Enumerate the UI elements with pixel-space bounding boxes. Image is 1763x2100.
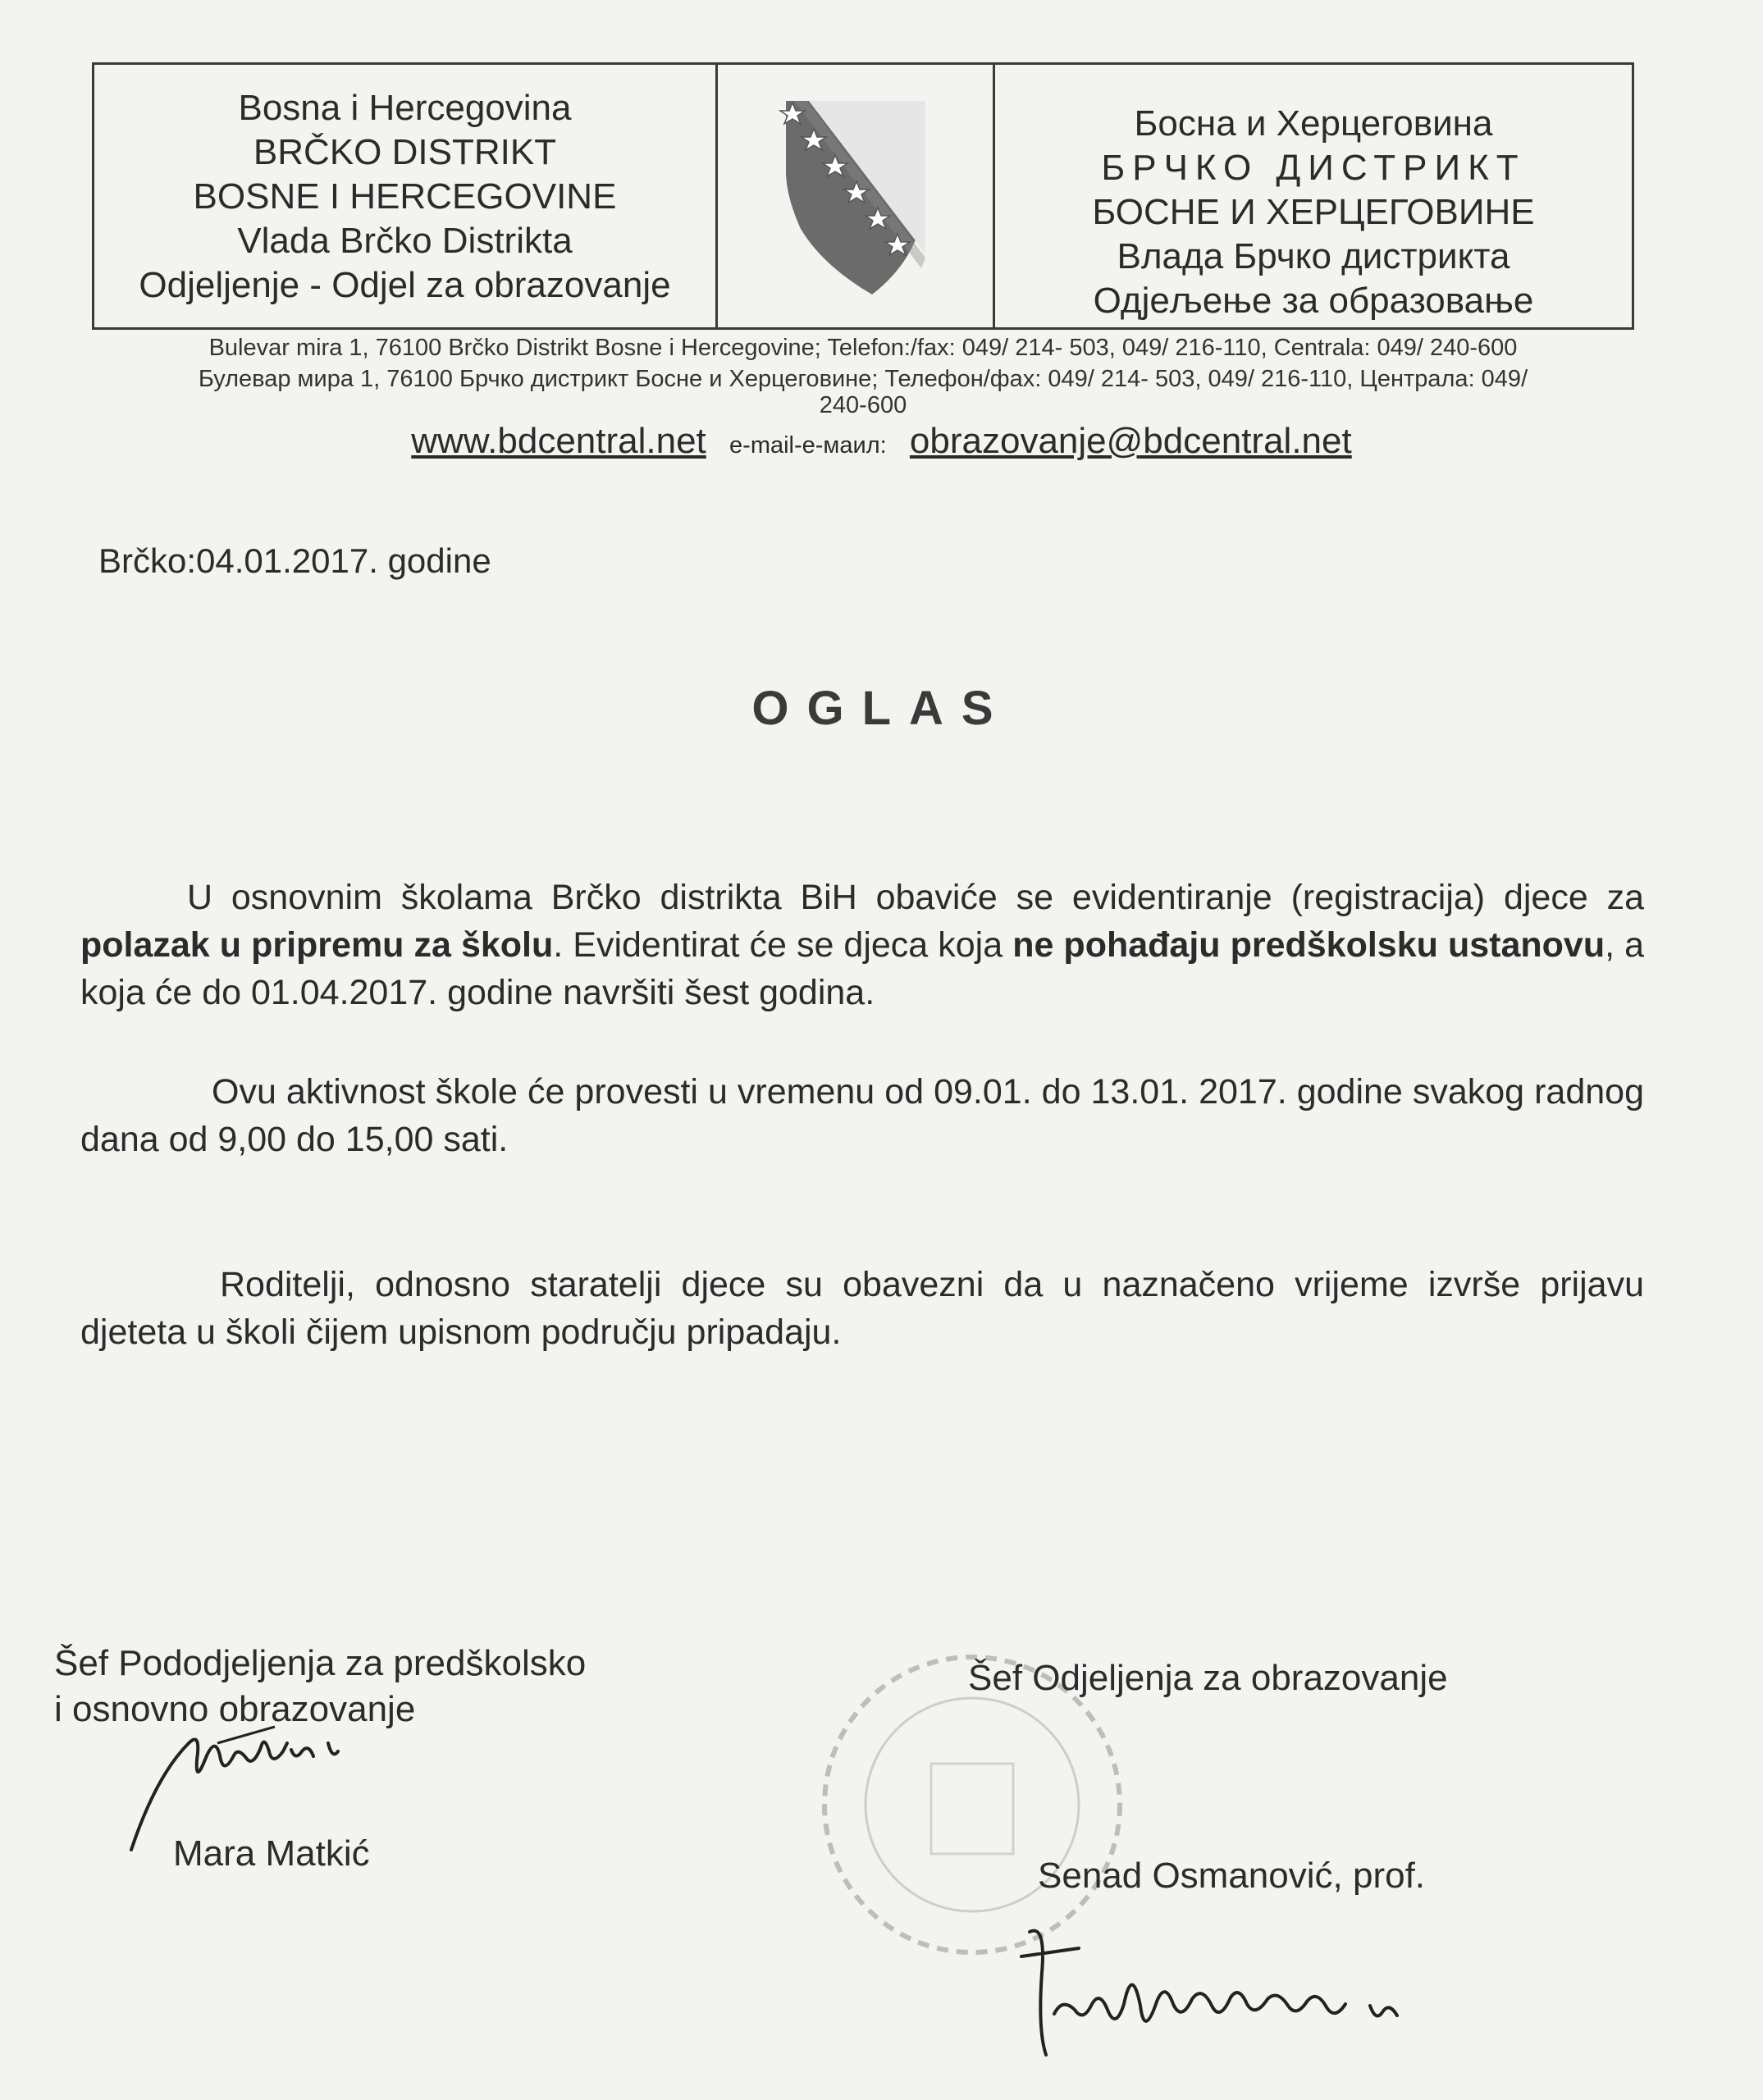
signature-block-right	[968, 1655, 1448, 1899]
letterhead-line: Босна и Херцеговина	[1134, 103, 1493, 144]
letterhead-line: BOSNE I HERCEGOVINE	[193, 176, 617, 217]
document-title: OGLAS	[751, 682, 1012, 735]
signatory-name: Mara Matkić	[173, 1833, 370, 1874]
document-date: Brčko:04.01.2017. godine	[98, 541, 491, 580]
bold-text: polazak u pripremu za školu	[80, 925, 554, 965]
letterhead-line: Bosna i Hercegovina	[238, 88, 572, 128]
bold-text: ne pohađaju predškolsku ustanovu	[1012, 925, 1605, 965]
text-span: , a koja će do 01.04.2017. godine navršiti šest godina.	[80, 925, 1645, 1012]
letterhead-latin	[94, 65, 718, 327]
paragraph-parents: Roditelji, odnosno staratelji djece su obavezni da u naznačeno vrijeme izvrše prijavu djeteta u školi čijem upisnom području pripadaju.	[80, 1265, 1644, 1352]
letterhead-line: Odjeljenje - Odjel za obrazovanje	[139, 265, 671, 305]
email-link[interactable]: obrazovanje@bdcentral.net	[909, 421, 1352, 461]
paragraph-registration	[80, 874, 1644, 1016]
emblem-cell	[718, 65, 995, 327]
letterhead-line: Vlada Brčko Distrikta	[237, 221, 573, 261]
text-span: . Evidentirat će se djeca koja	[553, 925, 1013, 965]
letterhead-cyrillic	[995, 65, 1632, 327]
address-cyrillic: Булевар мира 1, 76100 Брчко дистрикт Босне и Херцеговине; Телефон/фах: 049/ 214- 503, 049/ 216-110, Централа: 049/	[198, 366, 1528, 392]
paragraph-schedule: Ovu aktivnost škole će provesti u vremenu od 09.01. do 13.01. 2017. godine svakog radnog dana od 9,00 do 15,00 sati.	[80, 1072, 1644, 1159]
signatory-title: i osnovno obrazovanje	[54, 1689, 416, 1729]
coat-of-arms-icon	[761, 89, 950, 303]
handwritten-signature-right	[997, 1907, 1538, 2088]
email-label: e-mail-е-маил:	[729, 432, 887, 459]
address-cyrillic-cont: 240-600	[819, 392, 907, 418]
letterhead	[92, 62, 1634, 330]
letterhead-line: Влада Брчко дистрикта	[1117, 236, 1510, 276]
letterhead-line: BRČKO DISTRIKT	[253, 132, 557, 172]
signatory-title: Šef Odjeljenja za obrazovanje	[968, 1658, 1448, 1698]
letterhead-line: Одјељење за образовање	[1093, 281, 1534, 321]
contact-line	[0, 418, 1763, 468]
letterhead-line: БОСНЕ И ХЕРЦЕГОВИНЕ	[1092, 192, 1535, 232]
text-span: U osnovnim školama Brčko distrikta BiH obaviće se evidentiranje (registracija) djece za	[187, 878, 1644, 917]
signatory-title: Šef Pododjeljenja za predškolsko	[54, 1643, 587, 1683]
website-link[interactable]: www.bdcentral.net	[411, 421, 706, 461]
address-latin: Bulevar mira 1, 76100 Brčko Distrikt Bosne i Hercegovine; Telefon:/fax: 049/ 214- 503, 049/ 216-110, Centrala: 049/ 240-600	[208, 335, 1518, 361]
signatory-name: Senad Osmanović, prof.	[1038, 1856, 1426, 1896]
letterhead-line: БРЧКО ДИСТРИКТ	[1101, 148, 1526, 188]
handwritten-signature-left	[123, 1710, 435, 1858]
